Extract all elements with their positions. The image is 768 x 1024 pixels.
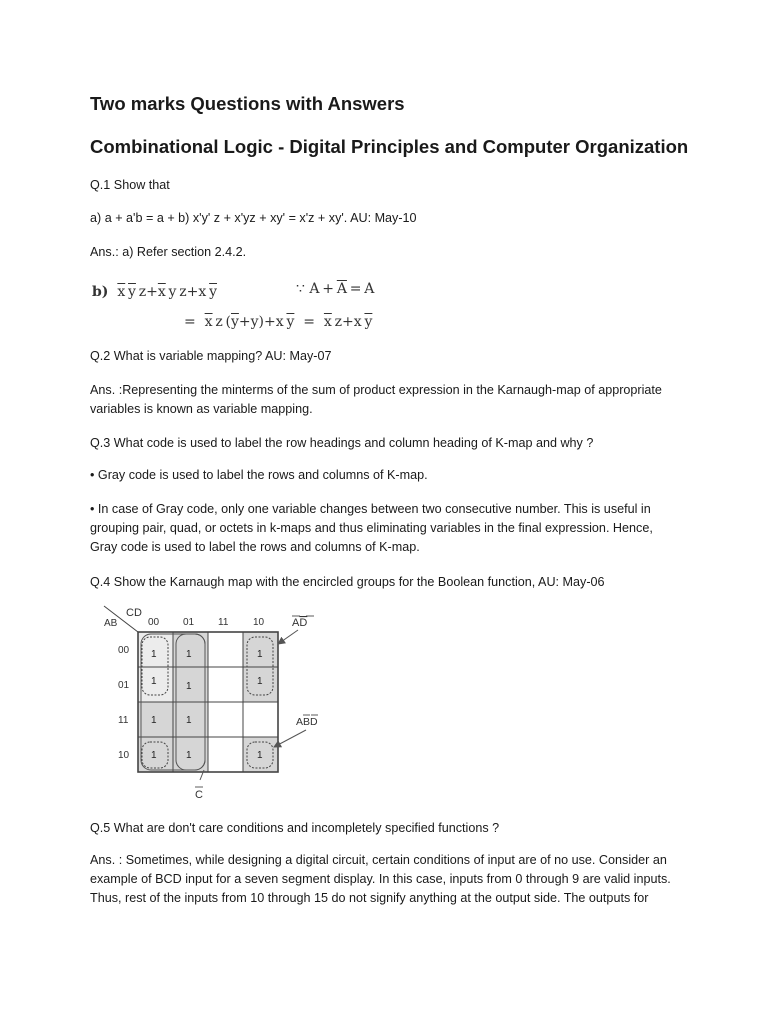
column-header: 11	[218, 617, 229, 628]
answer-5-line-3: Thus, rest of the inputs from 10 through 15 do not signify anything at the output side. The outputs for	[90, 891, 649, 905]
kmap-cell: 1	[257, 750, 263, 761]
bullet-2-line-3: Gray code is used to label the rows and columns of K-map.	[90, 540, 420, 554]
question-4: Q.4 Show the Karnaugh map with the encircled groups for the Boolean function, AU: May-06	[90, 575, 605, 589]
answer-5-line-1: Ans. : Sometimes, while designing a digital circuit, certain conditions of input are of no use. Consider an	[90, 853, 667, 867]
kmap-cell: 1	[151, 750, 157, 761]
equation-label: b)	[92, 284, 109, 300]
bullet-2-line-1: • In case of Gray code, only one variable changes between two consecutive number. This is useful in	[90, 502, 651, 516]
document-page: Two marks Questions with Answers Combinational Logic - Digital Principles and Computer Organization Q.1 Show that a) a + a'b = a + b) x'y' z + x'yz + xy' = x'z + xy'. AU: May-10 Ans.: a) Refer section 2.4.2. b) $\overline{x}$ $\overline{y}$ $z+\overline{x}$ y z+x $\overline{y}$ ∵ $A + \overline{A} = A$ = $\overline{x}$ z $(\overline{y}+y)+x$ $\overline{y} = \overline{x}$ z+x $\overline{y}$ Q.2 What is variable mapping? AU: May-07 Ans. :Representing the minterms of the sum of product expression in the Karnaugh-map of appropriate variables is known as variable mapping. Q.3 What code is used to label the row headings and column heading of K-map and why ? • Gray code is used to label the rows and columns of K-map. • In case of Gray code, only one variable changes between two consecutive number. This is useful in grouping pair, quad, or octets in k-maps and thus eliminating variables in the final expression. Hence, Gray code is used to label the rows and columns of K-map. Q.4 Show the Karnaugh map with the encircled groups for the Boolean function, AU: May-06 AB CD 00 01 11 10 00 01 11 10 1 1 1 1 1 1 1 1 1 1 1 AD ABD C Q.5 What are don't care conditions and incompletely specified functions ? Ans. : Sometimes, while designing a digital circuit, certain conditions of input are of no use. Consider an example of BCD input for a seven segment display. In this case, inputs from 0 through 9 are valid inputs. Thus, rest of the inputs from 10 through 15 do not signify anything at the output side. The outputs for	[0, 0, 768, 1024]
question-3: Q.3 What code is used to label the row headings and column heading of K-map and why ?	[90, 436, 594, 450]
row-header: 11	[118, 715, 129, 726]
kmap-cell: 1	[151, 715, 157, 726]
column-header: 01	[183, 617, 195, 628]
karnaugh-map	[100, 604, 340, 804]
kmap-cell: 1	[151, 649, 157, 660]
page-subtitle: Combinational Logic - Digital Principles and Computer Organization	[90, 136, 689, 157]
kmap-cell: 1	[151, 676, 157, 687]
kmap-cell: 1	[186, 681, 192, 692]
row-variable-label: AB	[104, 618, 118, 629]
row-header: 01	[118, 680, 130, 691]
label-c: C	[195, 789, 203, 801]
row-header: 10	[118, 750, 130, 761]
kmap-cell: 1	[186, 715, 192, 726]
kmap-cell: 1	[186, 649, 192, 660]
kmap-cell: 1	[186, 750, 192, 761]
column-header: 00	[148, 617, 160, 628]
label-ad: AD	[292, 617, 308, 629]
label-abd: ABD	[296, 716, 318, 728]
bullet-2-line-2: grouping pair, quad, or octets in k-maps and thus eliminating variables in the final expression. Hence,	[90, 521, 653, 535]
kmap-cell: 1	[257, 676, 263, 687]
answer-5-line-2: example of BCD input for a seven segment display. In this case, inputs from 0 through 9 are valid inputs.	[90, 872, 671, 886]
question-2: Q.2 What is variable mapping? AU: May-07	[90, 349, 332, 363]
bullet-1: • Gray code is used to label the rows and columns of K-map.	[90, 468, 428, 482]
row-header: 00	[118, 645, 130, 656]
kmap-cell: 1	[257, 649, 263, 660]
answer-2-line-1: Ans. :Representing the minterms of the sum of product expression in the Karnaugh-map of appropriate	[90, 383, 662, 397]
column-variable-label: CD	[126, 607, 142, 619]
answer-2-line-2: variables is known as variable mapping.	[90, 402, 313, 416]
column-header: 10	[253, 617, 265, 628]
question-1: Q.1 Show that	[90, 178, 170, 192]
question-1-text: a) a + a'b = a + b) x'y' z + x'yz + xy' = x'z + xy'. AU: May-10	[90, 211, 417, 225]
page-title: Two marks Questions with Answers	[90, 93, 405, 114]
answer-1: Ans.: a) Refer section 2.4.2.	[90, 245, 247, 259]
question-5: Q.5 What are don't care conditions and incompletely specified functions ?	[90, 821, 500, 835]
since-symbol: ∵	[296, 281, 305, 297]
